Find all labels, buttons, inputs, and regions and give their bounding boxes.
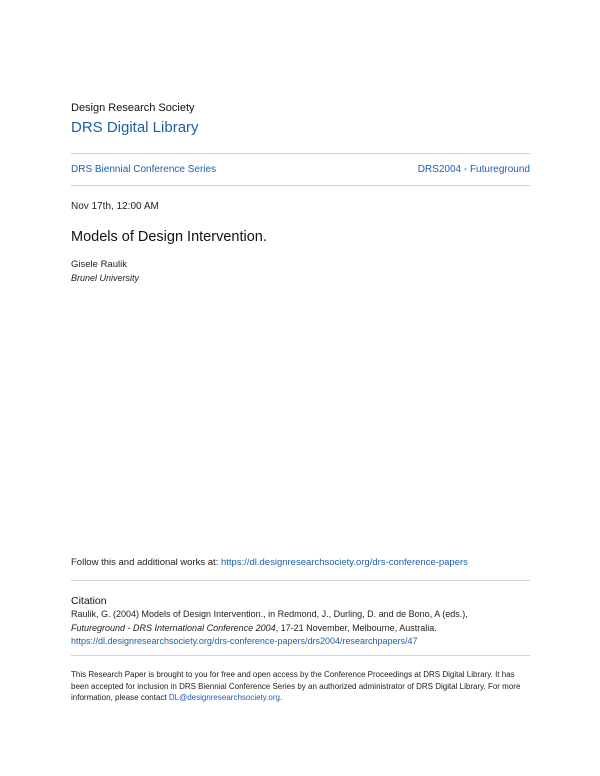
citation-url[interactable]: https://dl.designresearchsociety.org/drs-conference-papers/drs2004/researchpapers/47: [71, 636, 418, 646]
series-nav: [71, 164, 530, 175]
paper-author: Gisele Raulik: [71, 259, 127, 270]
citation-line-1: Raulik, G. (2004) Models of Design Intervention., in Redmond, J., Durling, D. and de Bono, A (eds.),: [71, 609, 468, 619]
follow-line: [71, 557, 468, 568]
document-page: [71, 0, 530, 776]
citation-line-2: [71, 622, 530, 636]
divider: [71, 655, 530, 656]
divider: [71, 185, 530, 186]
society-name: Design Research Society: [71, 102, 195, 114]
divider: [71, 153, 530, 154]
contact-email-link[interactable]: DL@designresearchsociety.org: [168, 693, 280, 702]
access-notice-text: This Research Paper is brought to you for free and open access by the Conference Proceedings at DRS Digital Library. It has been accepted for inclusion in DRS Biennial Conference Series by an authorized administrator of DRS Digital Library. For more information, please contact: [71, 670, 521, 702]
access-notice: This Research Paper is brought to you for free and open access by the Conference Proceedings at DRS Digital Library. It has been accepted for inclusion in DRS Biennial Conference Series by an authorized administrator of DRS Digital Library. For more information, please contact DL@designresearchsociety.org.: [71, 670, 521, 702]
series-link[interactable]: DRS Biennial Conference Series: [71, 164, 217, 175]
paper-date: Nov 17th, 12:00 AM: [71, 201, 159, 212]
library-link[interactable]: DRS Digital Library: [71, 119, 199, 136]
author-affiliation: Brunel University: [71, 273, 140, 283]
citation-heading: Citation: [71, 595, 107, 607]
citation-text: [71, 608, 530, 649]
paper-title: Models of Design Intervention.: [71, 229, 267, 245]
follow-link[interactable]: https://dl.designresearchsociety.org/drs-conference-papers: [220, 557, 468, 568]
citation-proceedings: Futureground - DRS International Conference 2004: [71, 622, 276, 633]
follow-prefix: Follow this and additional works at:: [71, 557, 221, 568]
divider: [71, 580, 530, 581]
conference-link[interactable]: DRS2004 - Futureground: [417, 164, 530, 175]
citation-details: , 17-21 November, Melbourne, Australia.: [275, 622, 437, 633]
